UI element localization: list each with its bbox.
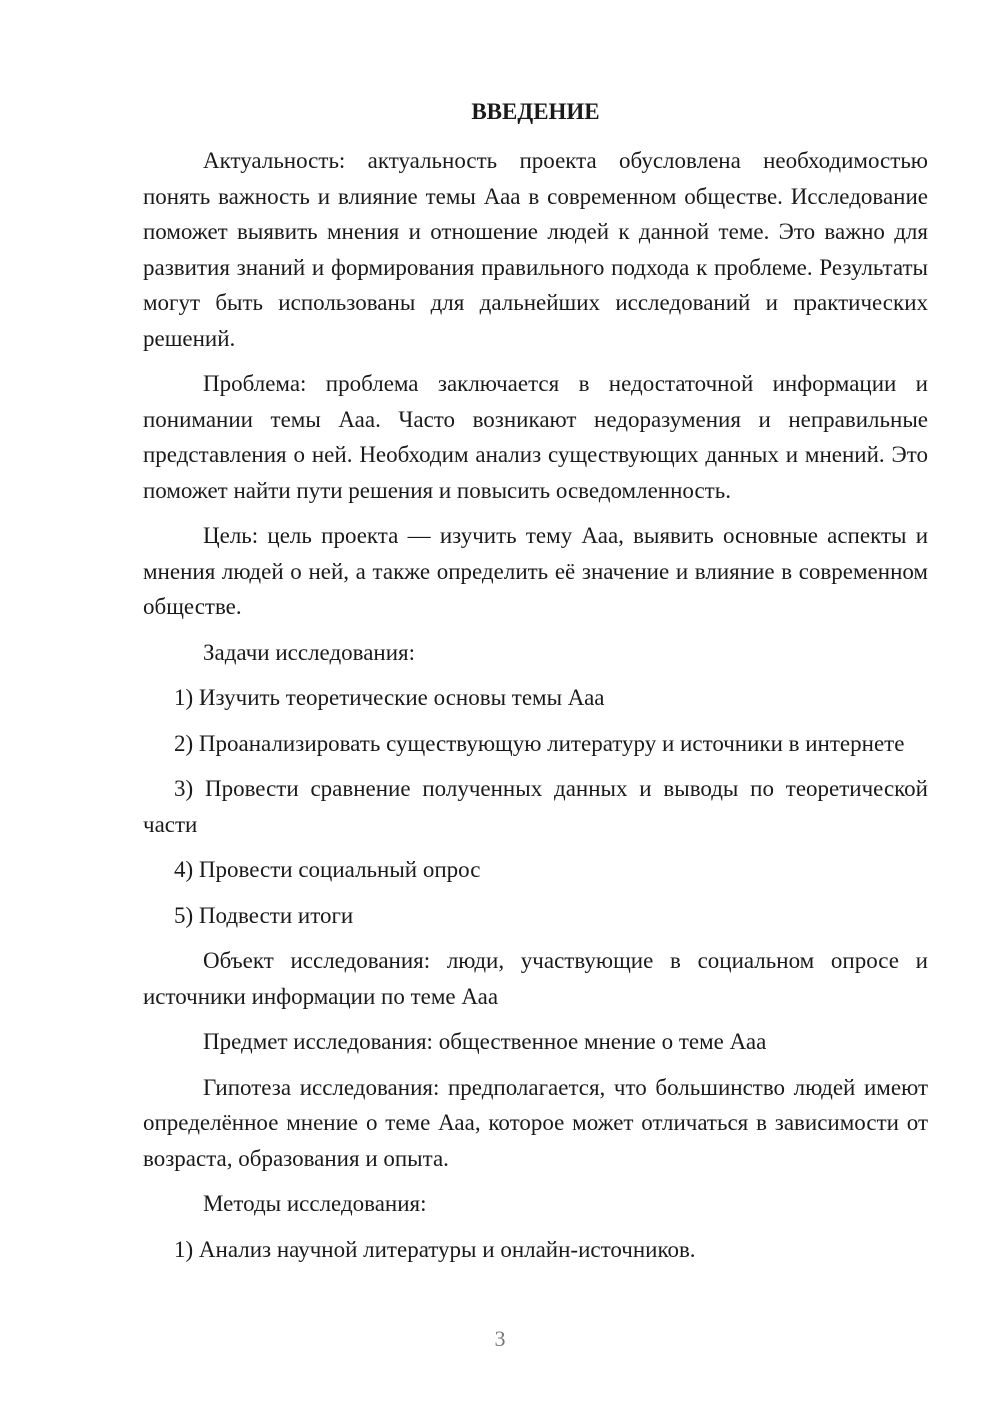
methods-heading: Методы исследования: xyxy=(203,1191,427,1216)
task-item-3: 3) Провести сравнение полученных данных и выводы по теоретической части xyxy=(143,776,928,837)
page-content xyxy=(143,94,928,1277)
task-item-4: 4) Провести социальный опрос xyxy=(174,857,481,882)
paragraph-object: Объект исследования: люди, участвующие в социальном опросе и источники информации по теме Ааа xyxy=(143,948,928,1009)
task-item-1: 1) Изучить теоретические основы темы Ааа xyxy=(174,685,605,710)
method-item-1: 1) Анализ научной литературы и онлайн-источников. xyxy=(174,1236,696,1262)
paragraph-subject: Предмет исследования: общественное мнение о теме Ааа xyxy=(203,1029,767,1054)
paragraph-relevance: Актуальность: актуальность проекта обусловлена необходимостью понять важность и влияние темы Ааа в современном обществе. Исследование поможет выявить мнения и отношение людей к данной теме. Это важно для развития знаний и формирования правильного подхода к проблеме. Результаты могут быть использованы для дальнейших исследований и практических решений. xyxy=(143,148,928,351)
page-number: 3 xyxy=(494,1326,506,1351)
task-item-5: 5) Подвести итоги xyxy=(174,902,354,928)
paragraph-hypothesis: Гипотеза исследования: предполагается, что большинство людей имеют определённое мнение о теме Ааа, которое может отличаться в зависимости от возраста, образования и опыта. xyxy=(143,1074,928,1171)
paragraph-goal: Цель: цель проекта — изучить тему Ааа, выявить основные аспекты и мнения людей о ней, а также определить её значение и влияние в современном обществе. xyxy=(143,523,928,619)
section-title: ВВЕДЕНИЕ xyxy=(471,99,600,124)
tasks-heading: Задачи исследования: xyxy=(203,639,416,665)
task-item-2: 2) Проанализировать существующую литературу и источники в интернете xyxy=(174,730,905,756)
paragraph-problem: Проблема: проблема заключается в недостаточной информации и понимании темы Ааа. Часто возникают недоразумения и неправильные представления о ней. Необходим анализ существующих данных и мнений. Это поможет найти пути решения и повысить осведомленность. xyxy=(143,371,928,503)
